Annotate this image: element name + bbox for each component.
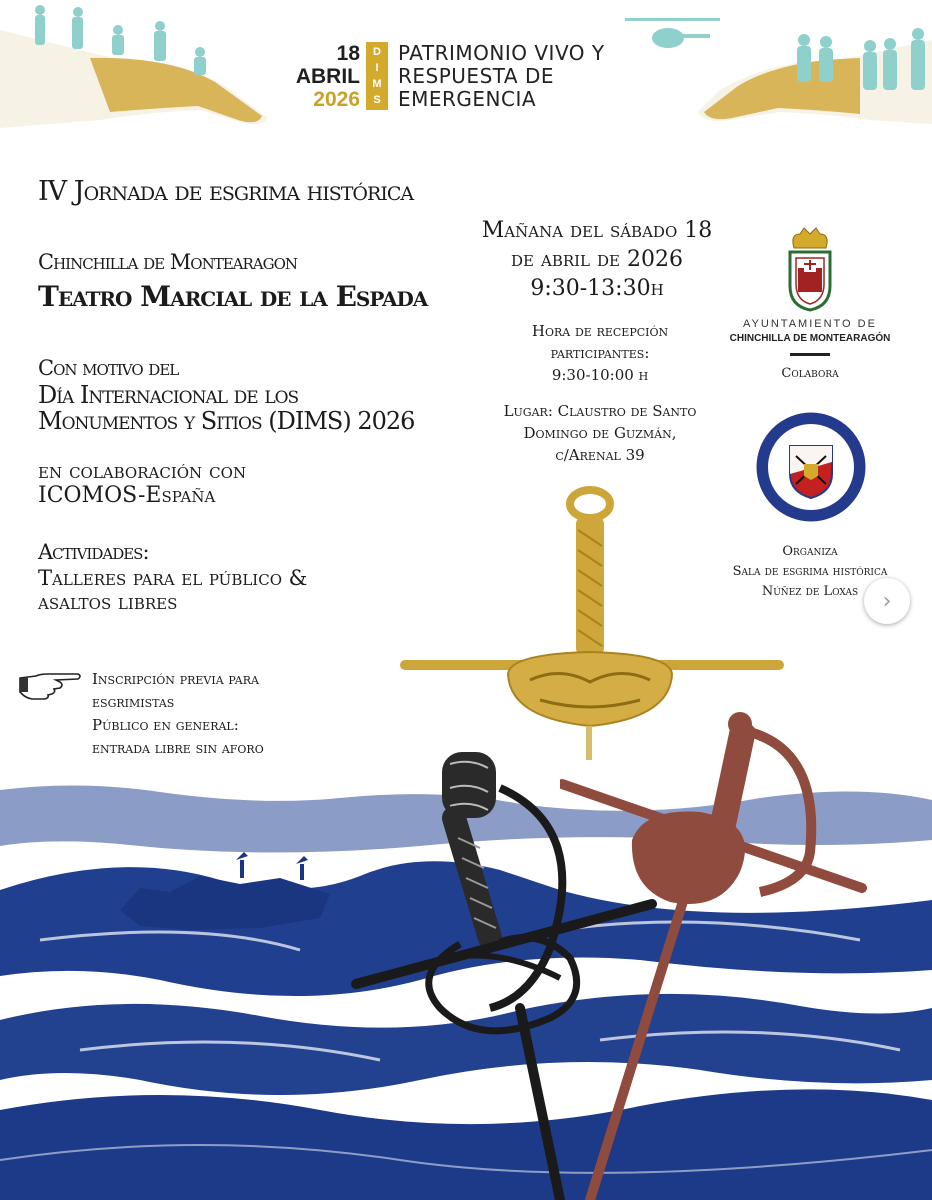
registration-info	[92, 668, 264, 760]
date-day: 18	[336, 42, 360, 65]
date-month: ABRIL	[295, 65, 360, 88]
jornada-text: Jornada de esgrima histórica	[73, 176, 414, 207]
organizer-line: Núñez de Loxas	[761, 584, 859, 599]
registration-line: Inscripción previa para	[92, 670, 259, 688]
ayuntamiento-name: CHINCHILLA DE MONTEARAGÓN	[729, 333, 891, 344]
activities-line: asaltos libres	[38, 590, 178, 614]
activities-list	[38, 566, 307, 614]
collaboration-line: en colaboración con	[38, 459, 247, 484]
black-sword-illustration	[350, 748, 660, 1200]
registration-line: esgrimistas	[92, 693, 175, 711]
registration-line: Público en general:	[92, 716, 239, 734]
header-title-line: PATRIMONIO VIVO Y	[398, 41, 605, 65]
activities-line: Talleres para el público &	[38, 566, 308, 590]
dims-letter: M	[372, 78, 382, 90]
collaboration-line: ICOMOS-España	[38, 483, 216, 508]
activities-label: Actividades:	[38, 540, 149, 564]
event-schedule	[455, 216, 739, 303]
jornada-title	[38, 176, 413, 207]
hand-illustration-right	[620, 0, 932, 150]
hand-illustration-left	[0, 0, 300, 140]
reception-line: Hora de recepción	[531, 322, 669, 340]
schedule-line: Mañana del sábado 18	[481, 218, 713, 243]
collaboration-text	[38, 460, 246, 508]
ayuntamiento-label: AYUNTAMIENTO DE	[743, 318, 877, 330]
dims-letter: S	[373, 94, 381, 106]
registration-line: entrada libre sin aforo	[92, 739, 264, 757]
schedule-time: 9:30-13:30h	[530, 276, 664, 301]
venue-line: c/Arenal 39	[555, 446, 645, 464]
date-year: 2026	[313, 88, 360, 111]
dims-letter: I	[375, 62, 379, 74]
reception-line: 9:30-10:00 h	[551, 366, 649, 384]
header-title-line: EMERGENCIA	[398, 87, 537, 111]
jornada-prefix: IV	[38, 176, 67, 207]
location-line: Chinchilla de Montearagon	[38, 250, 298, 274]
organizer-line: Sala de esgrima histórica	[732, 564, 888, 579]
chevron-right-icon: ›	[882, 588, 892, 614]
dims-title-line: Día Internacional de los	[38, 381, 299, 409]
ayuntamiento-crest-icon	[784, 226, 836, 312]
venue-line: Domingo de Guzmán,	[523, 424, 677, 442]
organizer-label: Organiza	[782, 544, 838, 559]
reception-line: participantes:	[550, 344, 650, 362]
event-date	[284, 42, 360, 111]
venue-line: Lugar: Claustro de Santo	[503, 402, 697, 420]
motivo-line: Con motivo del	[38, 356, 179, 380]
colabora-label: Colabora	[781, 366, 839, 381]
dims-title-line: Monumentos y Sitios (DIMS) 2026	[38, 407, 415, 435]
teatro-title: Teatro Marcial de la Espada	[38, 280, 428, 313]
dims-letter: D	[373, 46, 381, 58]
next-slide-button[interactable]	[864, 578, 910, 624]
dims-logo-bar	[366, 42, 388, 110]
divider	[790, 353, 830, 356]
header-title-line: RESPUESTA DE	[398, 64, 554, 88]
reception-info	[480, 320, 720, 386]
pointing-hand-icon	[18, 668, 82, 702]
dims-title	[38, 382, 414, 434]
venue-info	[470, 400, 730, 466]
header-title	[398, 42, 605, 111]
schedule-line: de abril de 2026	[511, 247, 683, 272]
